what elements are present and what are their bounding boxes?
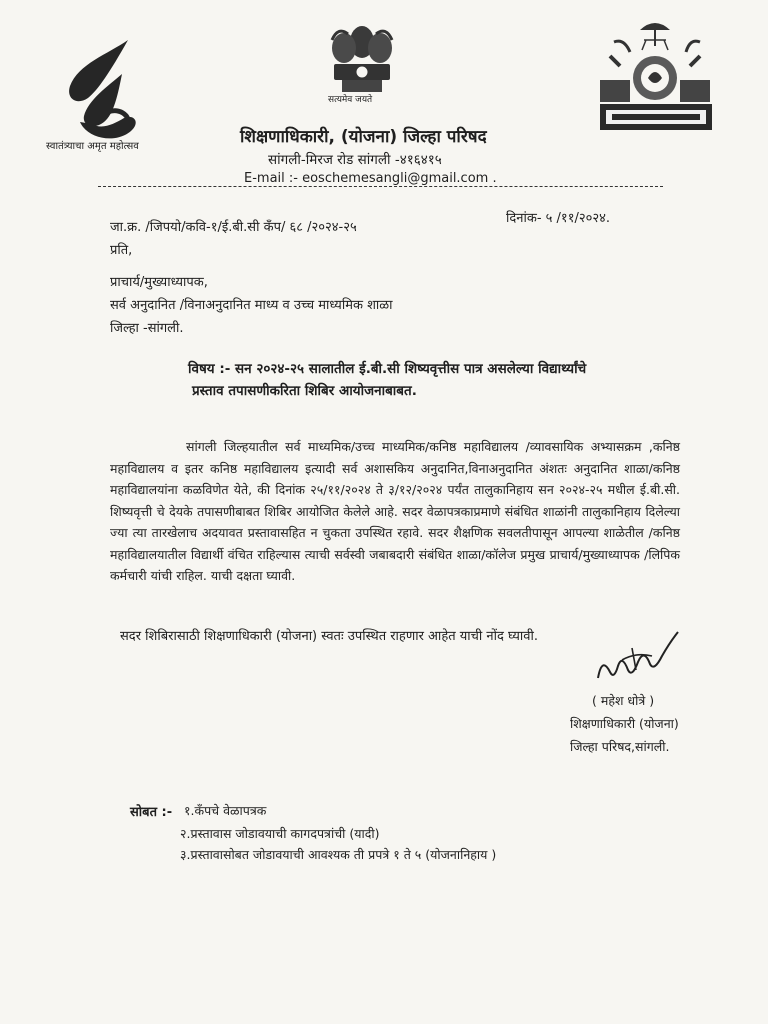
salutation: प्रति, xyxy=(110,243,133,258)
subject xyxy=(188,358,658,402)
recipient-line-1: प्राचार्य/मुख्याध्यापक, xyxy=(110,275,208,290)
reference-number: जा.क्र. /जिपयो/कवि-१/ई.बी.सी कँप/ ६८ /२०२४-२५ xyxy=(110,220,357,235)
amrit-mahotsav-logo xyxy=(48,34,178,154)
recipient-line-3: जिल्हा -सांगली. xyxy=(110,321,184,336)
signatory-office: जिल्हा परिषद,सांगली. xyxy=(570,739,670,754)
letter-note: सदर शिबिरासाठी शिक्षणाधिकारी (योजना) स्वतः उपस्थित राहणार आहेत याची नोंद घ्यावी. xyxy=(120,629,539,644)
zilla-parishad-seal xyxy=(590,16,720,134)
letter-body: सांगली जिल्हयातील सर्व माध्यमिक/उच्च माध्यमिक/कनिष्ठ महाविद्यालय /व्यावसायिक अभ्यासक्रम ,कनिष्ठ महाविद्यालय व इतर कनिष्ठ महाविद्यालय इत्यादी सर्व अशासकिय अनुदानित,विनाअनुदानित अंशतः अनुदानित शाळा/कनिष्ठ महाविद्यालयांना कळविणेत येते, की दिनांक २५/११/२०२४ ते ३/१२/२०२४ पर्यंत तालुकानिहाय सन २०२४-२५ मधील ई.बी.सी. शिष्यवृत्ती चे देयके तपासणीबाबत शिबिर आयोजित केलेले आहे. सदर वेळापत्रकाप्रमाणे संबंधित शाळांनी तालुकानिहाय दिलेल्या ज्या त्या तारखेलाच अदयावत प्रस्तावासहित न चुकता उपस्थित रहावे. सदर शैक्षणिक सवलतीपासून आपल्या शाळेतील /कनिष्ठ महाविद्यालयातील विद्यार्थी वंचित राहिल्यास त्याची सर्वस्वी जबाबदारी संबंधित शाळा/कॉलेज प्रमुख प्राचार्य/मुख्याध्यापक /लिपिक कर्मचारी यांची राहिल. याची दक्षता घ्यावी. xyxy=(110,439,680,583)
office-email: E-mail :- eoschemesangli@gmail.com . xyxy=(244,171,497,186)
enclosure-item: ३.प्रस्तावासोबत जोडावयाची आवश्यक ती प्रपत्रे १ ते ५ (योजनानिहाय ) xyxy=(180,847,497,862)
enclosures-label: सोबत :- xyxy=(130,805,173,820)
amrit-mahotsav-caption: स्वातंत्र्याचा अमृत महोत्सव xyxy=(46,141,139,152)
emblem-motto: सत्यमेव जयते xyxy=(328,95,373,105)
office-address: सांगली-मिरज रोड सांगली -४१६४१५ xyxy=(268,152,442,168)
signatory-name: ( महेश धोत्रे ) xyxy=(592,693,655,708)
subject-line-2: प्रस्ताव तपासणीकरिता शिबिर आयोजनाबाबत. xyxy=(192,383,417,399)
header-divider xyxy=(98,186,663,187)
enclosure-item: २.प्रस्तावास जोडावयाची कागदपत्रांची (यादी) xyxy=(180,826,380,841)
letter-date: दिनांक- ५ /११/२०२४. xyxy=(506,211,611,226)
office-title: शिक्षणाधिकारी, (योजना) जिल्हा परिषद xyxy=(240,127,487,147)
signatory-designation: शिक्षणाधिकारी (योजना) xyxy=(570,716,679,731)
enclosure-item: १.कँपचे वेळापत्रक xyxy=(184,803,267,818)
recipient-line-2: सर्व अनुदानित /विनाअनुदानित माध्य व उच्च माध्यमिक शाळा xyxy=(110,298,393,313)
subject-line-1: विषय :- सन २०२४-२५ सालातील ई.बी.सी शिष्यवृत्तीस पात्र असलेल्या विद्यार्थ्यांचे xyxy=(188,361,587,377)
handwritten-signature xyxy=(592,626,682,690)
